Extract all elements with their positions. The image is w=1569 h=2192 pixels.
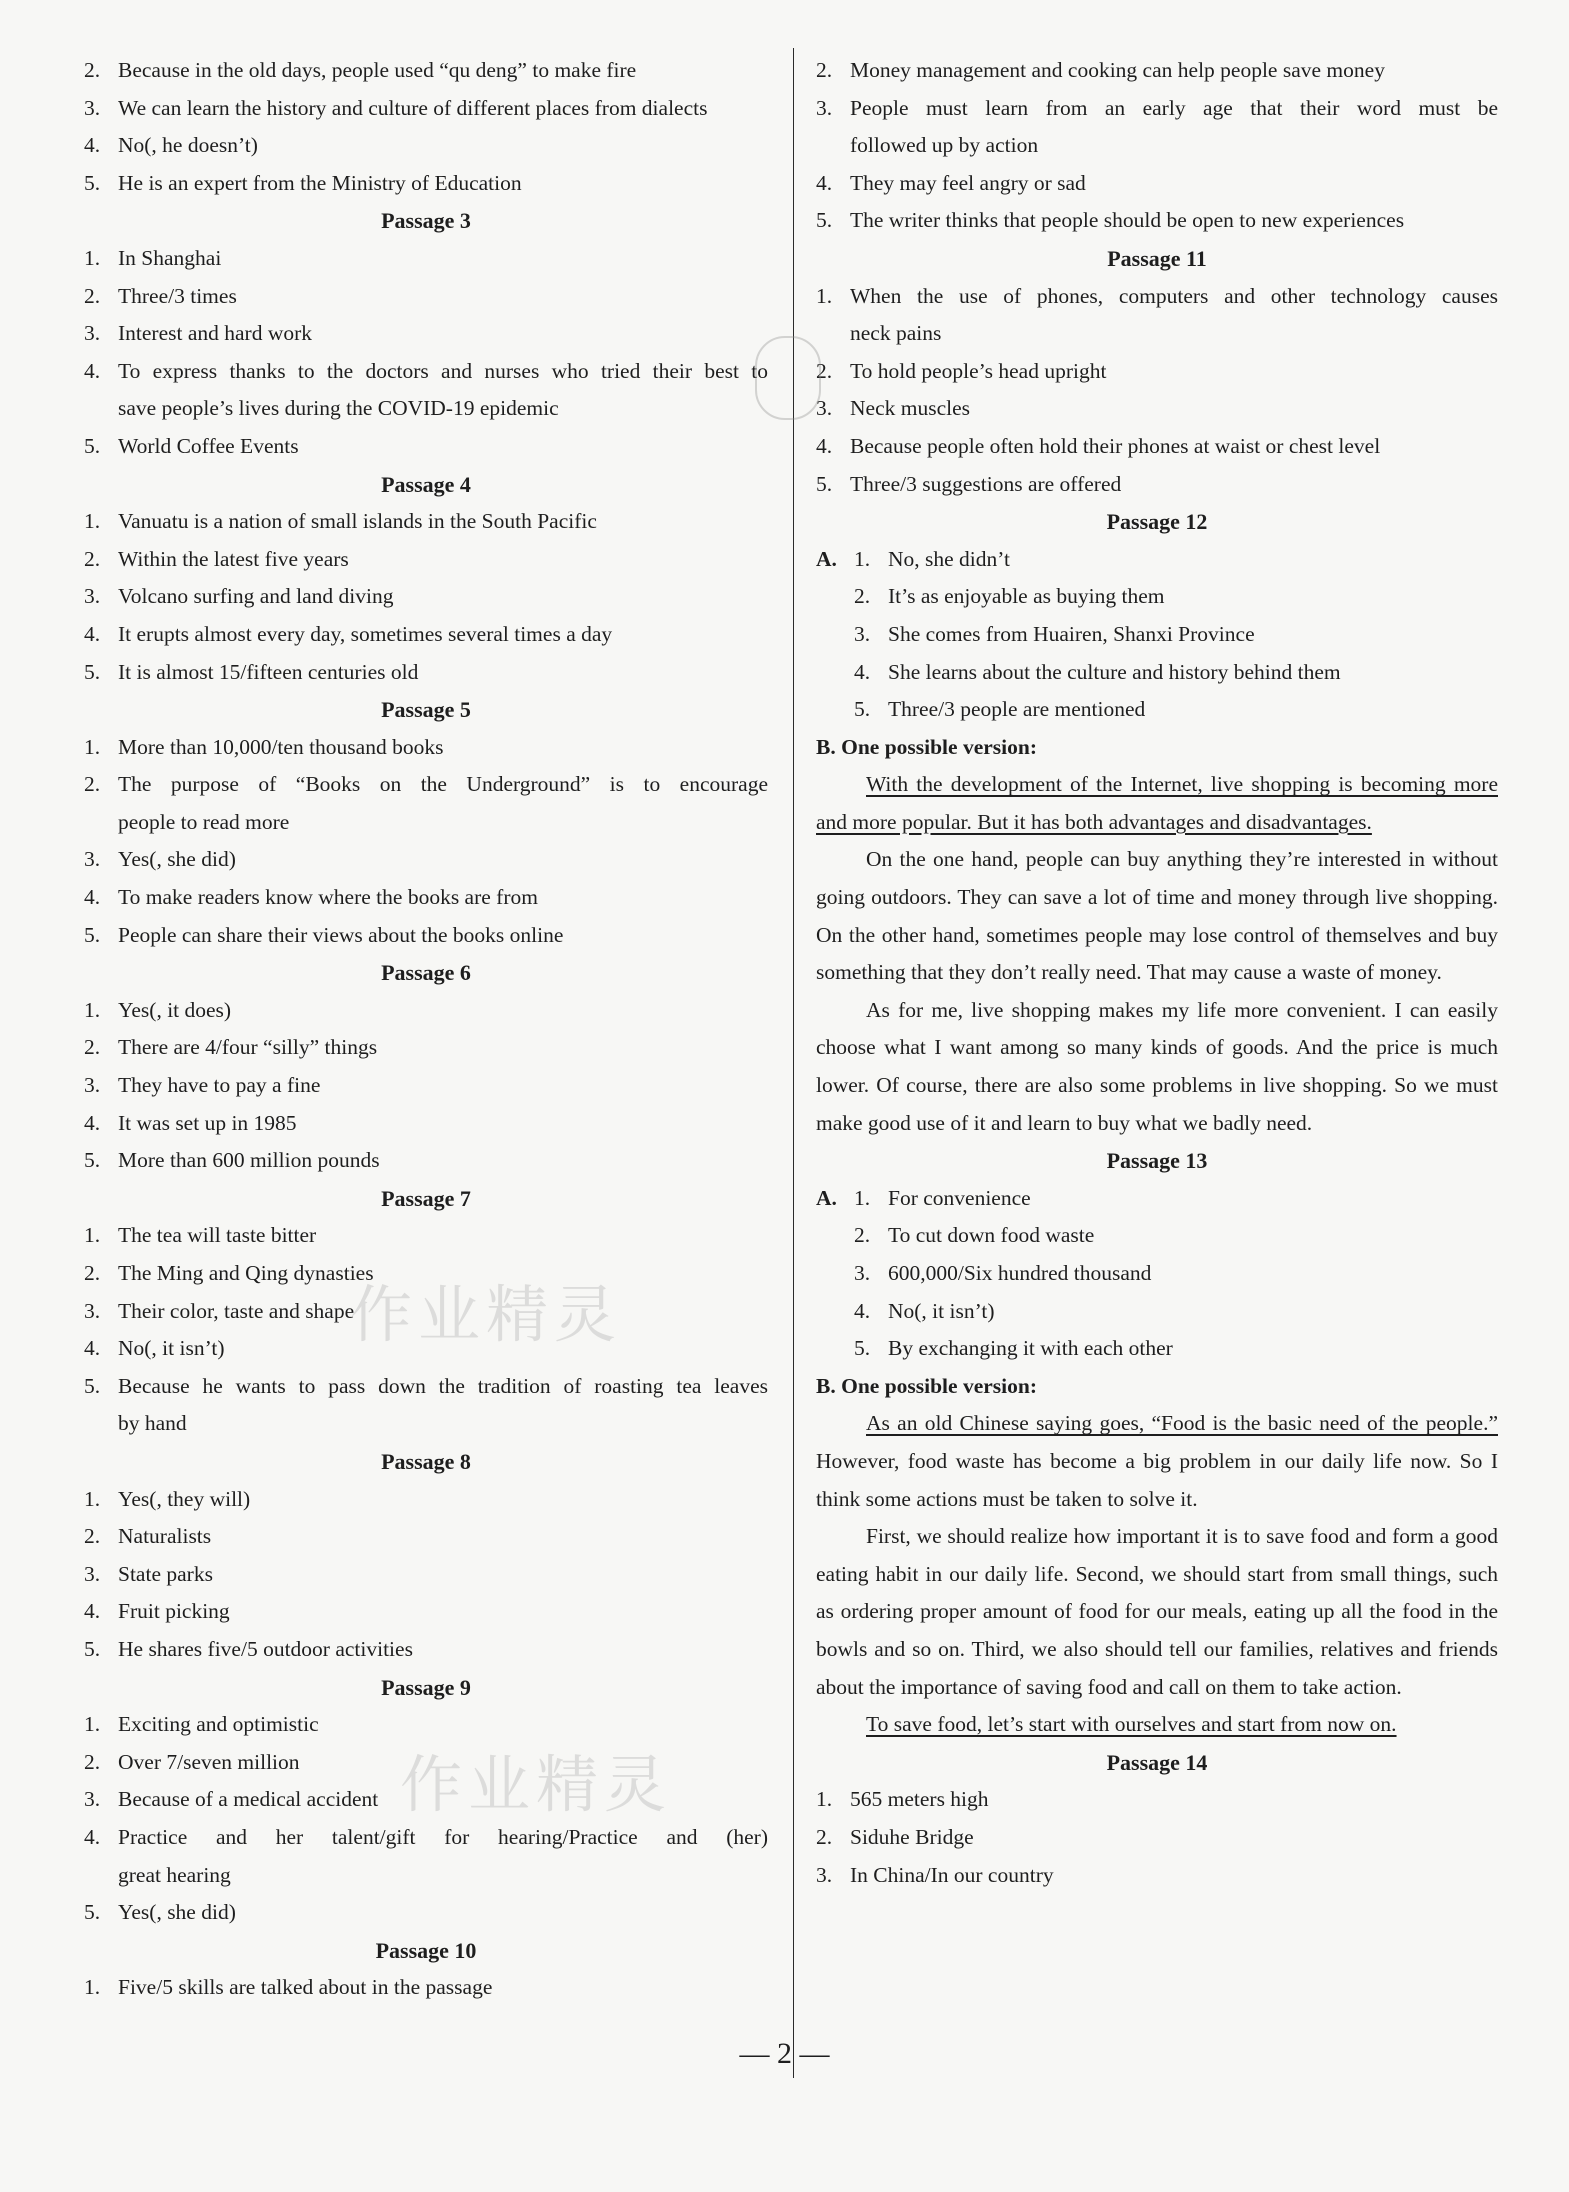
passage-heading: Passage 11 bbox=[1107, 245, 1207, 271]
answer-text-continued: great hearing bbox=[118, 1862, 231, 1887]
passage-heading: Passage 8 bbox=[381, 1448, 471, 1474]
item-number: 5. bbox=[84, 1900, 101, 1925]
item-number: 3. bbox=[84, 1787, 101, 1812]
answer-text: By exchanging it with each other bbox=[888, 1336, 1173, 1361]
answer-item bbox=[816, 90, 1498, 128]
answer-item bbox=[84, 1217, 768, 1255]
essay-paragraph bbox=[816, 1706, 1498, 1744]
answer-item bbox=[84, 1969, 768, 2007]
answer-item bbox=[84, 616, 768, 654]
answer-text: Because he wants to pass down the tradition of roasting tea leaves bbox=[118, 1373, 768, 1398]
passage-heading: Passage 5 bbox=[381, 697, 471, 723]
answer-text: It’s as enjoyable as buying them bbox=[888, 584, 1165, 609]
answer-text: Because in the old days, people used “qu deng” to make fire bbox=[118, 58, 637, 82]
essay-paragraph bbox=[816, 841, 1498, 991]
item-number: 2. bbox=[84, 1749, 101, 1774]
section-label bbox=[816, 654, 854, 692]
item-number: 3. bbox=[84, 1298, 101, 1323]
item-number: 5. bbox=[84, 659, 101, 684]
item-number: 4. bbox=[854, 659, 871, 684]
answer-item bbox=[816, 1293, 1498, 1331]
answer-text: To express thanks to the doctors and nurses who tried their best to bbox=[118, 358, 768, 383]
item-number: 4. bbox=[84, 1110, 101, 1135]
answer-item bbox=[84, 503, 768, 541]
answer-item bbox=[816, 52, 1498, 90]
passage-heading: Passage 6 bbox=[381, 960, 471, 986]
answer-item bbox=[816, 616, 1498, 654]
answer-item bbox=[816, 353, 1498, 391]
answer-text: Three/3 times bbox=[118, 283, 237, 308]
section-label bbox=[816, 1255, 854, 1293]
passage-heading: Passage 12 bbox=[1106, 509, 1208, 535]
answer-item bbox=[816, 654, 1498, 692]
answer-item bbox=[84, 315, 768, 353]
answer-text: Siduhe Bridge bbox=[850, 1824, 974, 1849]
answer-text: Interest and hard work bbox=[118, 321, 313, 346]
answer-text: Yes(, she did) bbox=[118, 1900, 236, 1925]
answer-text-continued: by hand bbox=[118, 1411, 187, 1436]
answer-text: The tea will taste bitter bbox=[118, 1223, 317, 1248]
item-number: 3. bbox=[84, 95, 101, 120]
answer-text: 565 meters high bbox=[850, 1787, 989, 1812]
answer-item bbox=[84, 1518, 768, 1556]
item-number: 4. bbox=[854, 1298, 871, 1323]
answer-text: We can learn the history and culture of different places from dialects bbox=[118, 95, 708, 120]
item-number: 1. bbox=[84, 509, 101, 534]
answer-item bbox=[816, 202, 1498, 240]
essay-paragraph bbox=[816, 766, 1498, 841]
section-label bbox=[816, 691, 854, 729]
left-column bbox=[84, 52, 768, 2007]
item-number: 3. bbox=[816, 1862, 833, 1887]
watermark: 作业精灵 bbox=[350, 1278, 623, 1351]
paragraph-text: First, we should realize how important it is to save food and form a good eating habit in our daily life. Second, we should start from small things, such as ordering proper amount of food for our meals, eating up all the food in the bowls and so on. Third, we also should tell our families, relatives and friends about the importance of saving food and call on them to take action. bbox=[816, 1524, 1498, 1699]
item-number: 2. bbox=[84, 1524, 101, 1549]
answer-text: To make readers know where the books are from bbox=[118, 885, 538, 910]
item-number: 4. bbox=[84, 621, 101, 646]
item-number: 5. bbox=[84, 1373, 101, 1398]
essay-paragraph bbox=[816, 1518, 1498, 1706]
answer-item bbox=[816, 578, 1498, 616]
answer-item bbox=[84, 278, 768, 316]
answer-text: 600,000/Six hundred thousand bbox=[888, 1261, 1152, 1285]
answer-text: Vanuatu is a nation of small islands in the South Pacific bbox=[118, 509, 597, 534]
underlined-sentence: With the development of the Internet, live shopping is becoming more and more popular. But it has both advantages and disadvantages. bbox=[816, 772, 1498, 834]
answer-text: He is an expert from the Ministry of Education bbox=[118, 170, 522, 195]
item-number: 2. bbox=[84, 1261, 101, 1285]
item-number: 5. bbox=[84, 170, 101, 195]
item-number: 1. bbox=[84, 1223, 101, 1248]
answer-item bbox=[84, 1631, 768, 1669]
answer-item bbox=[816, 428, 1498, 466]
answer-item bbox=[84, 1819, 768, 1857]
answer-text: Over 7/seven million bbox=[118, 1749, 300, 1774]
answer-text: It erupts almost every day, sometimes several times a day bbox=[118, 621, 613, 646]
answer-item bbox=[84, 1894, 768, 1932]
item-number: 5. bbox=[816, 471, 833, 496]
answer-text: Three/3 suggestions are offered bbox=[850, 471, 1122, 496]
answer-text: It was set up in 1985 bbox=[118, 1110, 297, 1135]
answer-item bbox=[816, 1857, 1498, 1895]
answer-text: More than 10,000/ten thousand books bbox=[118, 734, 444, 759]
answer-text: Yes(, they will) bbox=[118, 1486, 251, 1511]
item-number: 1. bbox=[84, 1712, 101, 1737]
answer-text: Because people often hold their phones at waist or chest level bbox=[850, 433, 1381, 458]
item-number: 2. bbox=[84, 772, 101, 797]
answer-text-continued: neck pains bbox=[850, 321, 942, 346]
answer-item bbox=[84, 578, 768, 616]
answer-text: Neck muscles bbox=[850, 396, 971, 421]
item-number: 1. bbox=[816, 283, 833, 308]
item-number: 2. bbox=[84, 1035, 101, 1060]
answer-text: They may feel angry or sad bbox=[850, 170, 1086, 195]
item-number: 5. bbox=[84, 1148, 101, 1173]
item-number: 4. bbox=[816, 170, 833, 195]
answer-text: Naturalists bbox=[118, 1524, 212, 1549]
answer-text: World Coffee Events bbox=[118, 433, 299, 458]
section-label bbox=[816, 578, 854, 616]
answer-text: To hold people’s head upright bbox=[850, 358, 1107, 383]
answer-item bbox=[84, 52, 768, 90]
answer-text-continued: save people’s lives during the COVID-19 epidemic bbox=[118, 396, 559, 421]
item-number: 3. bbox=[854, 1261, 871, 1285]
item-number: 4. bbox=[816, 433, 833, 458]
section-label bbox=[816, 1217, 854, 1255]
passage-heading: Passage 7 bbox=[381, 1185, 471, 1211]
answer-text: People can share their views about the books online bbox=[118, 922, 564, 947]
answer-item bbox=[816, 1330, 1498, 1368]
answer-text-continued: followed up by action bbox=[850, 133, 1039, 158]
item-number: 4. bbox=[84, 133, 101, 158]
essay-paragraph bbox=[816, 1405, 1498, 1518]
right-column bbox=[816, 52, 1498, 1894]
paragraph-text: However, food waste has become a big problem in our daily life now. So I think some actions must be taken to solve it. bbox=[816, 1448, 1498, 1511]
answer-item bbox=[816, 466, 1498, 504]
answer-text: In China/In our country bbox=[850, 1862, 1054, 1887]
item-number: 1. bbox=[854, 1185, 871, 1210]
item-number: 1. bbox=[84, 997, 101, 1022]
answer-item bbox=[816, 1819, 1498, 1857]
answer-item bbox=[84, 1105, 768, 1143]
item-number: 2. bbox=[84, 546, 101, 571]
item-number: 5. bbox=[84, 922, 101, 947]
section-label bbox=[816, 616, 854, 654]
passage-heading: Passage 14 bbox=[1106, 1749, 1208, 1775]
section-label bbox=[816, 1293, 854, 1331]
answer-item bbox=[816, 1255, 1498, 1293]
answer-text: More than 600 million pounds bbox=[118, 1148, 380, 1173]
answer-item bbox=[84, 1368, 768, 1406]
paragraph-text: As for me, live shopping makes my life more convenient. I can easily choose what I want among so many kinds of goods. And the price is much lower. Of course, there are also some problems in live shopping. So we must make good use of it and learn to buy what we badly need. bbox=[816, 997, 1498, 1135]
item-number: 2. bbox=[816, 58, 833, 82]
answer-text: Fruit picking bbox=[118, 1599, 230, 1624]
item-number: 1. bbox=[854, 546, 871, 571]
passage-heading: Passage 9 bbox=[381, 1674, 471, 1700]
answer-text: She comes from Huairen, Shanxi Province bbox=[888, 621, 1255, 646]
item-number: 3. bbox=[816, 396, 833, 421]
watermark: 作业精灵 bbox=[400, 1748, 673, 1821]
item-number: 4. bbox=[84, 885, 101, 910]
answer-item bbox=[84, 428, 768, 466]
answer-item bbox=[84, 879, 768, 917]
item-number: 2. bbox=[84, 283, 101, 308]
answer-item bbox=[816, 1217, 1498, 1255]
answer-text: Within the latest five years bbox=[118, 546, 349, 571]
answer-text: Yes(, it does) bbox=[118, 997, 232, 1022]
answer-text: In Shanghai bbox=[118, 245, 222, 270]
section-label: A. bbox=[816, 1185, 837, 1210]
answer-item bbox=[84, 127, 768, 165]
answer-item bbox=[84, 165, 768, 203]
watermark-stamp-logo bbox=[755, 336, 821, 420]
answer-item bbox=[84, 766, 768, 804]
answer-text: To cut down food waste bbox=[888, 1223, 1095, 1248]
item-number: 1. bbox=[816, 1787, 833, 1812]
item-number: 3. bbox=[84, 321, 101, 346]
answer-text: Because of a medical accident bbox=[118, 1787, 379, 1812]
version-label: B. One possible version: bbox=[816, 1373, 1037, 1398]
item-number: 2. bbox=[816, 358, 833, 383]
answer-text: Money management and cooking can help people save money bbox=[850, 58, 1385, 82]
version-label: B. One possible version: bbox=[816, 734, 1037, 759]
answer-text: State parks bbox=[118, 1561, 213, 1586]
answer-item bbox=[84, 353, 768, 391]
answer-item bbox=[816, 165, 1498, 203]
answer-item bbox=[84, 541, 768, 579]
item-number: 1. bbox=[84, 245, 101, 270]
item-number: 3. bbox=[84, 847, 101, 872]
answer-text: When the use of phones, computers and other technology causes bbox=[850, 283, 1498, 308]
answer-item bbox=[84, 729, 768, 767]
item-number: 1. bbox=[84, 734, 101, 759]
answer-text: The Ming and Qing dynasties bbox=[118, 1261, 374, 1285]
answer-text: Exciting and optimistic bbox=[118, 1712, 319, 1737]
answer-item bbox=[84, 654, 768, 692]
passage-heading: Passage 4 bbox=[381, 471, 471, 497]
answer-text: For convenience bbox=[888, 1185, 1031, 1210]
item-number: 4. bbox=[84, 1824, 101, 1849]
answer-text: He shares five/5 outdoor activities bbox=[118, 1636, 413, 1661]
item-number: 3. bbox=[84, 1073, 101, 1098]
item-number: 5. bbox=[816, 208, 833, 233]
item-number: 2. bbox=[854, 1223, 871, 1248]
answer-text: Five/5 skills are talked about in the passage bbox=[118, 1975, 493, 2000]
essay-paragraph bbox=[816, 992, 1498, 1142]
answer-text: Their color, taste and shape bbox=[118, 1298, 355, 1323]
answer-text: They have to pay a fine bbox=[118, 1073, 321, 1098]
item-number: 4. bbox=[84, 1599, 101, 1624]
answer-text: No, she didn’t bbox=[888, 546, 1011, 571]
answer-text: No(, he doesn’t) bbox=[118, 133, 258, 158]
passage-heading: Passage 13 bbox=[1106, 1148, 1208, 1174]
underlined-sentence: To save food, let’s start with ourselves and start from now on. bbox=[866, 1712, 1397, 1737]
answer-item bbox=[816, 278, 1498, 316]
passage-heading: Passage 10 bbox=[375, 1937, 477, 1963]
item-number: 3. bbox=[84, 1561, 101, 1586]
item-number: 2. bbox=[816, 1824, 833, 1849]
answer-item bbox=[84, 1029, 768, 1067]
item-number: 5. bbox=[84, 1636, 101, 1661]
answer-item bbox=[84, 1481, 768, 1519]
answer-item bbox=[816, 541, 1498, 579]
answer-text: The purpose of “Books on the Underground” is to encourage bbox=[118, 772, 768, 797]
item-number: 2. bbox=[854, 584, 871, 609]
paragraph-text: On the one hand, people can buy anything they’re interested in without going outdoors. They can save a lot of time and money through live shopping. On the other hand, sometimes people may lose control of themselves and buy something that they don’t really need. That may cause a waste of money. bbox=[816, 847, 1498, 985]
item-number: 5. bbox=[854, 697, 871, 722]
answer-item bbox=[84, 240, 768, 278]
item-number: 3. bbox=[854, 621, 871, 646]
answer-item bbox=[84, 917, 768, 955]
item-number: 2. bbox=[84, 58, 101, 82]
answer-text: Three/3 people are mentioned bbox=[888, 697, 1146, 722]
answer-text: No(, it isn’t) bbox=[888, 1298, 995, 1323]
answer-item bbox=[84, 841, 768, 879]
answer-text: Practice and her talent/gift for hearing/Practice and (her) bbox=[118, 1824, 768, 1849]
section-label bbox=[816, 1330, 854, 1368]
answer-item bbox=[84, 992, 768, 1030]
answer-text: No(, it isn’t) bbox=[118, 1336, 225, 1361]
item-number: 3. bbox=[816, 95, 833, 120]
answer-text: People must learn from an early age that their word must be bbox=[850, 95, 1498, 120]
underlined-sentence: As an old Chinese saying goes, “Food is the basic need of the people.” bbox=[866, 1411, 1498, 1436]
answer-item bbox=[816, 1781, 1498, 1819]
passage-heading: Passage 3 bbox=[381, 208, 471, 234]
answer-item bbox=[84, 1067, 768, 1105]
answer-text: Yes(, she did) bbox=[118, 847, 236, 872]
answer-item bbox=[816, 390, 1498, 428]
page-number: — 2 — bbox=[739, 2037, 830, 2070]
item-number: 1. bbox=[84, 1975, 101, 2000]
answer-item bbox=[816, 691, 1498, 729]
answer-text: The writer thinks that people should be open to new experiences bbox=[850, 208, 1405, 233]
item-number: 5. bbox=[84, 433, 101, 458]
answer-item bbox=[84, 1142, 768, 1180]
item-number: 1. bbox=[84, 1486, 101, 1511]
item-number: 5. bbox=[854, 1336, 871, 1361]
answer-item bbox=[84, 90, 768, 128]
item-number: 3. bbox=[84, 584, 101, 609]
section-label: A. bbox=[816, 546, 837, 571]
item-number: 4. bbox=[84, 358, 101, 383]
answer-text: There are 4/four “silly” things bbox=[118, 1035, 378, 1060]
answer-text-continued: people to read more bbox=[118, 809, 290, 834]
answer-item bbox=[84, 1593, 768, 1631]
answer-text: Volcano surfing and land diving bbox=[118, 584, 394, 609]
answer-text: She learns about the culture and history behind them bbox=[888, 659, 1341, 684]
answer-item bbox=[84, 1556, 768, 1594]
answer-text: It is almost 15/fifteen centuries old bbox=[118, 659, 419, 684]
answer-item bbox=[816, 1180, 1498, 1218]
item-number: 4. bbox=[84, 1336, 101, 1361]
